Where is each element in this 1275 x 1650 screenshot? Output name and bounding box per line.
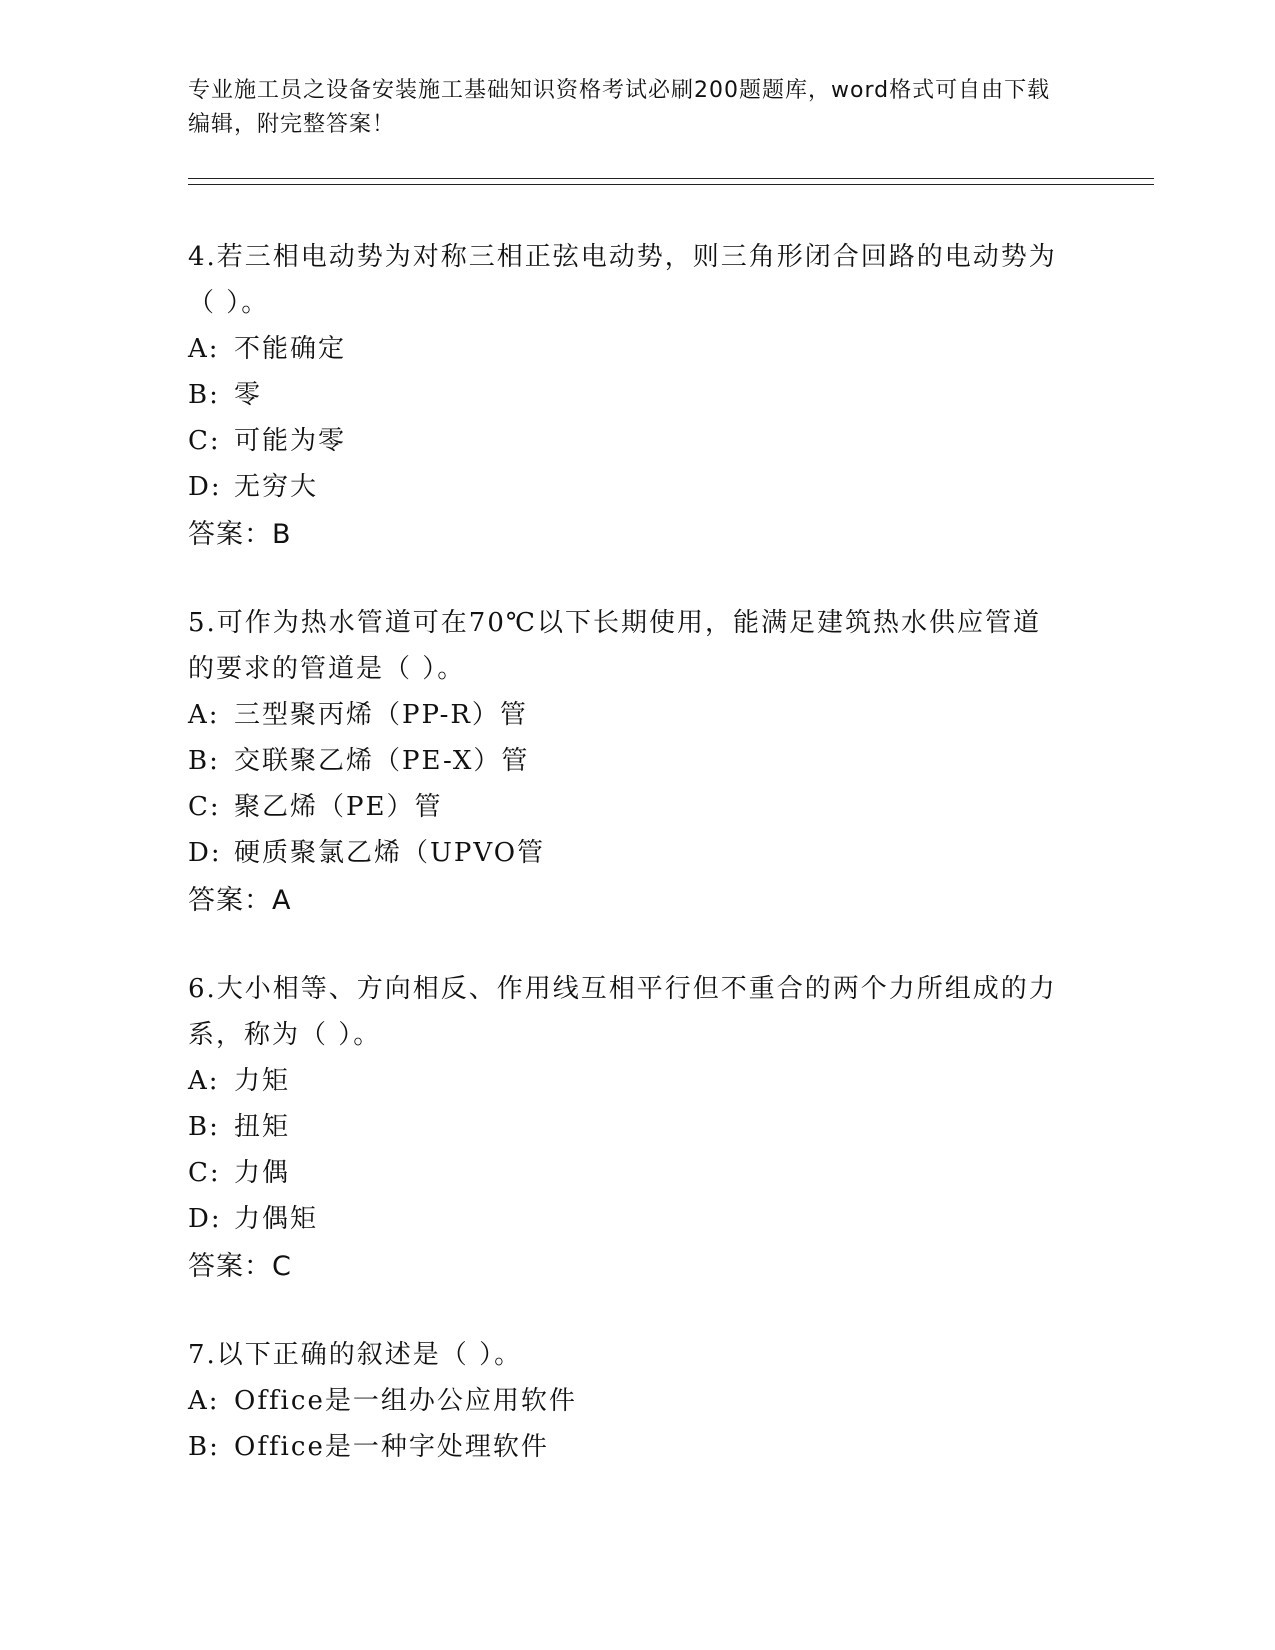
option-text: 力矩 xyxy=(234,1066,291,1096)
question-stem: 5.可作为热水管道可在70℃以下长期使用，能满足建筑热水供应管道的要求的管道是（ ）。 xyxy=(188,608,1041,684)
question-stem: 4.若三相电动势为对称三相正弦电动势，则三角形闭合回路的电动势为（ ）。 xyxy=(188,242,1057,318)
option-text: 聚乙烯（PE）管 xyxy=(234,792,443,822)
option-text: 扭矩 xyxy=(234,1112,291,1142)
option-d xyxy=(188,1196,1068,1242)
question-stem: 7.以下正确的叙述是（ ）。 xyxy=(188,1340,523,1370)
option-key: B: xyxy=(188,380,220,410)
option-text: 零 xyxy=(234,380,263,410)
option-key: B: xyxy=(188,1112,220,1142)
document-intro: 专业施工员之设备安装施工基础知识资格考试必刷200题题库，word格式可自由下载编辑，附完整答案！ xyxy=(188,78,1051,137)
option-c xyxy=(188,1150,1068,1196)
option-b xyxy=(188,1104,1068,1150)
option-key: A: xyxy=(188,700,220,730)
header-divider-bottom xyxy=(188,184,1154,185)
option-text: 硬质聚氯乙烯（UPVO管 xyxy=(234,838,546,868)
option-text: 交联聚乙烯（PE-X）管 xyxy=(234,746,530,776)
option-text: 力偶矩 xyxy=(234,1204,319,1234)
option-d xyxy=(188,830,1068,876)
option-a xyxy=(188,1058,1068,1104)
answer-line: 答案：B xyxy=(188,519,292,550)
option-d xyxy=(188,464,1068,510)
option-text: 三型聚丙烯（PP-R）管 xyxy=(234,700,528,730)
option-text: 力偶 xyxy=(234,1158,291,1188)
option-b xyxy=(188,738,1068,784)
question-7 xyxy=(188,1332,1068,1470)
option-key: D: xyxy=(188,472,222,502)
option-key: D: xyxy=(188,1204,222,1234)
option-key: B: xyxy=(188,746,220,776)
answer-line: 答案：A xyxy=(188,885,292,916)
option-a xyxy=(188,1378,1068,1424)
option-text: 不能确定 xyxy=(234,334,347,364)
option-b xyxy=(188,1424,1068,1470)
option-b xyxy=(188,372,1068,418)
option-key: A: xyxy=(188,334,220,364)
option-text: Office是一组办公应用软件 xyxy=(234,1386,577,1416)
option-a xyxy=(188,326,1068,372)
question-4 xyxy=(188,234,1068,558)
option-text: 可能为零 xyxy=(234,426,347,456)
option-key: A: xyxy=(188,1066,220,1096)
option-key: C: xyxy=(188,426,221,456)
option-text: 无穷大 xyxy=(234,472,319,502)
option-c xyxy=(188,784,1068,830)
option-key: D: xyxy=(188,838,222,868)
option-a xyxy=(188,692,1068,738)
option-key: B: xyxy=(188,1432,220,1462)
answer-line: 答案：C xyxy=(188,1251,292,1282)
header-divider-top xyxy=(188,178,1154,179)
option-text: Office是一种字处理软件 xyxy=(234,1432,549,1462)
question-6 xyxy=(188,966,1068,1290)
question-stem: 6.大小相等、方向相反、作用线互相平行但不重合的两个力所组成的力系，称为（ ）。 xyxy=(188,974,1057,1050)
option-key: A: xyxy=(188,1386,220,1416)
option-key: C: xyxy=(188,792,221,822)
option-c xyxy=(188,418,1068,464)
option-key: C: xyxy=(188,1158,221,1188)
question-5 xyxy=(188,600,1068,924)
